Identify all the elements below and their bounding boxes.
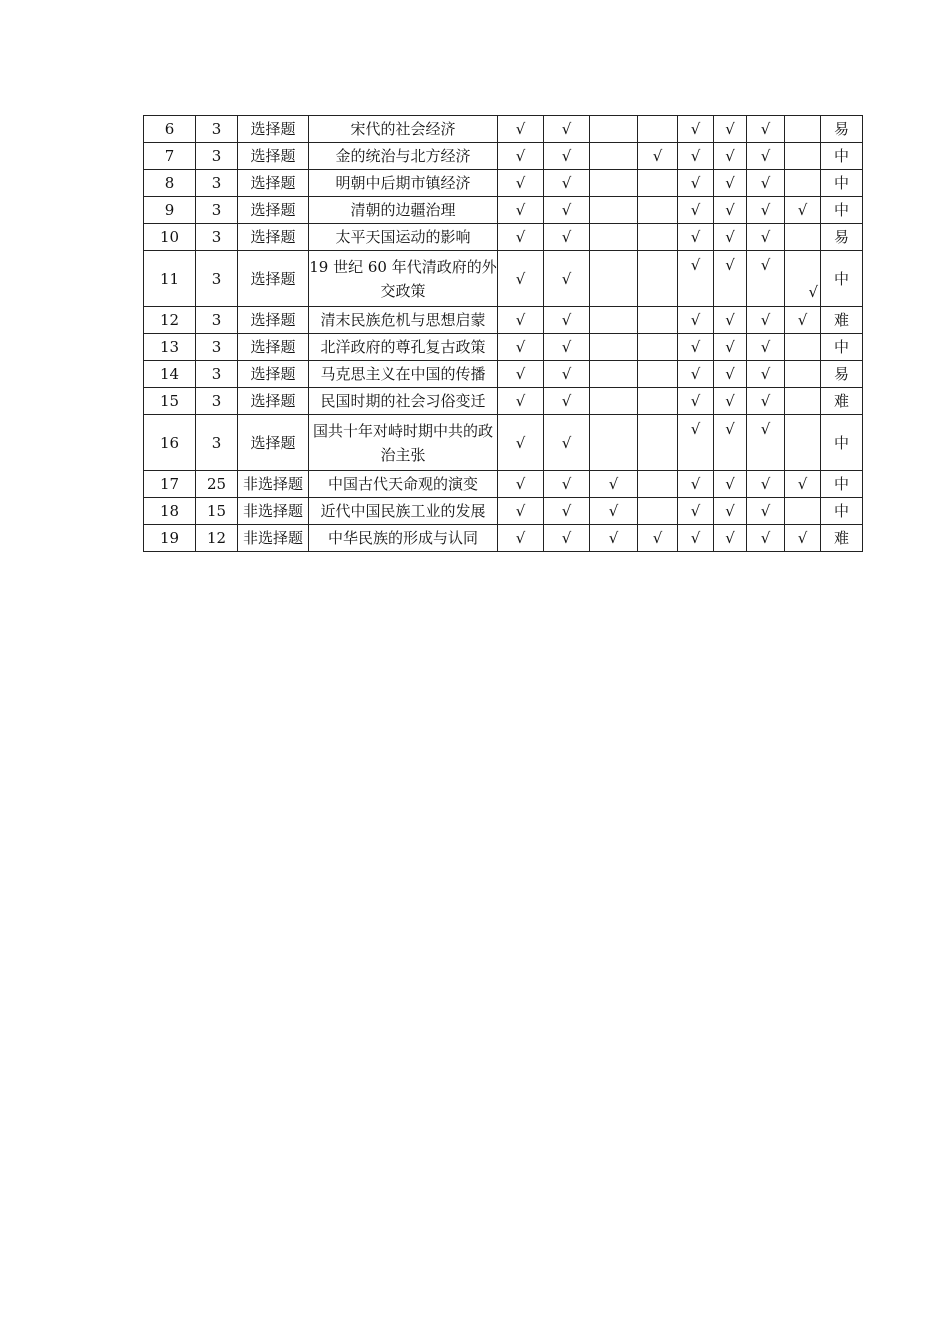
question-number-cell: 16 [144,415,196,471]
topic-cell: 明朝中后期市镇经济 [309,170,498,197]
difficulty-cell: 中 [821,415,863,471]
score-cell: 25 [196,471,238,498]
topic-cell: 宋代的社会经济 [309,116,498,143]
competency-mark-cell: √ [638,143,678,170]
score-cell: 3 [196,415,238,471]
question-type-cell: 非选择题 [238,471,309,498]
competency-mark-cell [590,388,638,415]
competency-mark-cell [785,388,821,415]
question-number-cell: 15 [144,388,196,415]
competency-mark-cell: √ [714,334,747,361]
competency-mark-cell: √ [498,361,544,388]
question-number-cell: 18 [144,498,196,525]
question-type-cell: 非选择题 [238,525,309,552]
competency-mark-cell: √ [678,224,714,251]
score-cell: 3 [196,224,238,251]
competency-mark-cell: √ [747,361,785,388]
competency-mark-cell: √ [678,170,714,197]
table-row [144,307,863,334]
competency-mark-cell [638,498,678,525]
difficulty-cell: 中 [821,471,863,498]
competency-mark-cell [785,116,821,143]
table-row [144,525,863,552]
competency-mark-cell [590,334,638,361]
competency-mark-cell: √ [747,307,785,334]
competency-mark-cell: √ [714,143,747,170]
competency-mark-cell: √ [544,525,590,552]
competency-mark-cell: √ [714,361,747,388]
difficulty-cell: 难 [821,525,863,552]
topic-cell: 马克思主义在中国的传播 [309,361,498,388]
score-cell: 3 [196,116,238,143]
question-type-cell: 选择题 [238,170,309,197]
competency-mark-cell: √ [498,143,544,170]
question-analysis-table [143,115,863,552]
question-number-cell: 7 [144,143,196,170]
competency-mark-cell: √ [747,170,785,197]
competency-mark-cell: √ [638,525,678,552]
score-cell: 3 [196,307,238,334]
difficulty-cell: 中 [821,170,863,197]
competency-mark-cell: √ [544,307,590,334]
question-type-cell: 选择题 [238,116,309,143]
competency-mark-cell: √ [714,415,747,471]
competency-mark-cell: √ [544,197,590,224]
competency-mark-cell: √ [498,388,544,415]
competency-mark-cell: √ [678,334,714,361]
competency-mark-cell [590,170,638,197]
competency-mark-cell: √ [714,170,747,197]
topic-cell: 19 世纪 60 年代清政府的外交政策 [309,251,498,307]
competency-mark-cell [638,197,678,224]
question-type-cell: 选择题 [238,197,309,224]
question-number-cell: 8 [144,170,196,197]
topic-cell: 中华民族的形成与认同 [309,525,498,552]
competency-mark-cell: √ [544,388,590,415]
score-cell: 3 [196,388,238,415]
competency-mark-cell: √ [498,116,544,143]
competency-mark-cell: √ [678,388,714,415]
competency-mark-cell [638,361,678,388]
competency-mark-cell: √ [498,251,544,307]
competency-mark-cell: √ [678,498,714,525]
competency-mark-cell: √ [498,224,544,251]
competency-mark-cell: √ [544,143,590,170]
competency-mark-cell: √ [747,116,785,143]
competency-mark-cell: √ [590,498,638,525]
table-row [144,143,863,170]
competency-mark-cell [590,415,638,471]
competency-mark-cell: √ [747,334,785,361]
question-type-cell: 选择题 [238,361,309,388]
topic-cell: 中国古代天命观的演变 [309,471,498,498]
competency-mark-cell: √ [747,224,785,251]
competency-mark-cell [590,361,638,388]
difficulty-cell: 中 [821,251,863,307]
score-cell: 3 [196,143,238,170]
competency-mark-cell: √ [714,197,747,224]
competency-mark-cell: √ [714,471,747,498]
competency-mark-cell [785,361,821,388]
table-body [144,116,863,552]
competency-mark-cell: √ [498,170,544,197]
difficulty-cell: 中 [821,498,863,525]
competency-mark-cell [785,498,821,525]
competency-mark-cell: √ [678,307,714,334]
question-type-cell: 选择题 [238,334,309,361]
table-row [144,224,863,251]
competency-mark-cell: √ [590,471,638,498]
competency-mark-cell: √ [678,197,714,224]
competency-mark-cell: √ [678,525,714,552]
question-number-cell: 11 [144,251,196,307]
competency-mark-cell [638,116,678,143]
table-row [144,116,863,143]
question-type-cell: 选择题 [238,143,309,170]
table-row [144,498,863,525]
question-number-cell: 13 [144,334,196,361]
competency-mark-cell: √ [747,251,785,307]
competency-mark-cell: √ [785,525,821,552]
score-cell: 12 [196,525,238,552]
table-row [144,415,863,471]
question-number-cell: 17 [144,471,196,498]
competency-mark-cell [638,334,678,361]
competency-mark-cell: √ [714,307,747,334]
topic-cell: 近代中国民族工业的发展 [309,498,498,525]
question-number-cell: 12 [144,307,196,334]
competency-mark-cell: √ [714,224,747,251]
competency-mark-cell: √ [747,415,785,471]
score-cell: 3 [196,170,238,197]
competency-mark-cell: √ [714,525,747,552]
difficulty-cell: 中 [821,143,863,170]
competency-mark-cell: √ [544,361,590,388]
question-type-cell: 选择题 [238,415,309,471]
question-type-cell: 选择题 [238,307,309,334]
question-number-cell: 9 [144,197,196,224]
question-type-cell: 选择题 [238,251,309,307]
table-row [144,197,863,224]
competency-mark-cell: √ [747,143,785,170]
score-cell: 3 [196,251,238,307]
competency-mark-cell: √ [498,525,544,552]
topic-cell: 国共十年对峙时期中共的政治主张 [309,415,498,471]
score-cell: 15 [196,498,238,525]
competency-mark-cell: √ [498,197,544,224]
table-row [144,334,863,361]
competency-mark-cell [638,224,678,251]
competency-mark-cell [638,471,678,498]
score-cell: 3 [196,334,238,361]
competency-mark-cell [638,415,678,471]
competency-mark-cell [590,143,638,170]
competency-mark-cell [590,307,638,334]
table-row [144,388,863,415]
competency-mark-cell [785,143,821,170]
competency-mark-cell: √ [498,498,544,525]
competency-mark-cell: √ [544,116,590,143]
competency-mark-cell [638,388,678,415]
competency-mark-cell: √ [498,307,544,334]
topic-cell: 清朝的边疆治理 [309,197,498,224]
competency-mark-cell: √ [678,143,714,170]
question-number-cell: 19 [144,525,196,552]
question-number-cell: 10 [144,224,196,251]
competency-mark-cell: √ [678,415,714,471]
difficulty-cell: 难 [821,307,863,334]
competency-mark-cell: √ [544,334,590,361]
competency-mark-cell: √ [544,415,590,471]
score-cell: 3 [196,197,238,224]
competency-mark-cell: √ [747,525,785,552]
competency-mark-cell [590,116,638,143]
competency-mark-cell: √ [498,415,544,471]
competency-mark-cell [638,170,678,197]
competency-mark-cell: √ [678,361,714,388]
competency-mark-cell: √ [747,498,785,525]
competency-mark-cell: √ [544,471,590,498]
competency-mark-cell: √ [785,251,821,307]
competency-mark-cell: √ [544,170,590,197]
competency-mark-cell [785,334,821,361]
competency-mark-cell: √ [678,471,714,498]
competency-mark-cell: √ [678,251,714,307]
competency-mark-cell: √ [590,525,638,552]
difficulty-cell: 中 [821,334,863,361]
question-number-cell: 6 [144,116,196,143]
topic-cell: 清末民族危机与思想启蒙 [309,307,498,334]
difficulty-cell: 易 [821,116,863,143]
competency-mark-cell [590,197,638,224]
competency-mark-cell: √ [544,498,590,525]
competency-mark-cell: √ [678,116,714,143]
question-type-cell: 选择题 [238,224,309,251]
competency-mark-cell: √ [747,388,785,415]
competency-mark-cell: √ [544,224,590,251]
score-cell: 3 [196,361,238,388]
competency-mark-cell: √ [747,197,785,224]
competency-mark-cell: √ [714,388,747,415]
difficulty-cell: 难 [821,388,863,415]
difficulty-cell: 中 [821,197,863,224]
competency-mark-cell [590,224,638,251]
competency-mark-cell [638,307,678,334]
difficulty-cell: 易 [821,224,863,251]
competency-mark-cell: √ [785,197,821,224]
competency-mark-cell: √ [714,498,747,525]
competency-mark-cell: √ [785,307,821,334]
table-row [144,170,863,197]
topic-cell: 民国时期的社会习俗变迁 [309,388,498,415]
topic-cell: 太平天国运动的影响 [309,224,498,251]
competency-mark-cell [785,224,821,251]
competency-mark-cell: √ [498,471,544,498]
question-type-cell: 非选择题 [238,498,309,525]
competency-mark-cell: √ [785,471,821,498]
competency-mark-cell [590,251,638,307]
competency-mark-cell: √ [714,251,747,307]
competency-mark-cell: √ [498,334,544,361]
question-number-cell: 14 [144,361,196,388]
competency-mark-cell: √ [714,116,747,143]
table-row [144,471,863,498]
competency-mark-cell [785,170,821,197]
competency-mark-cell: √ [544,251,590,307]
question-type-cell: 选择题 [238,388,309,415]
competency-mark-cell: √ [747,471,785,498]
difficulty-cell: 易 [821,361,863,388]
competency-mark-cell [638,251,678,307]
table-row [144,361,863,388]
table-row [144,251,863,307]
topic-cell: 金的统治与北方经济 [309,143,498,170]
topic-cell: 北洋政府的尊孔复古政策 [309,334,498,361]
competency-mark-cell [785,415,821,471]
